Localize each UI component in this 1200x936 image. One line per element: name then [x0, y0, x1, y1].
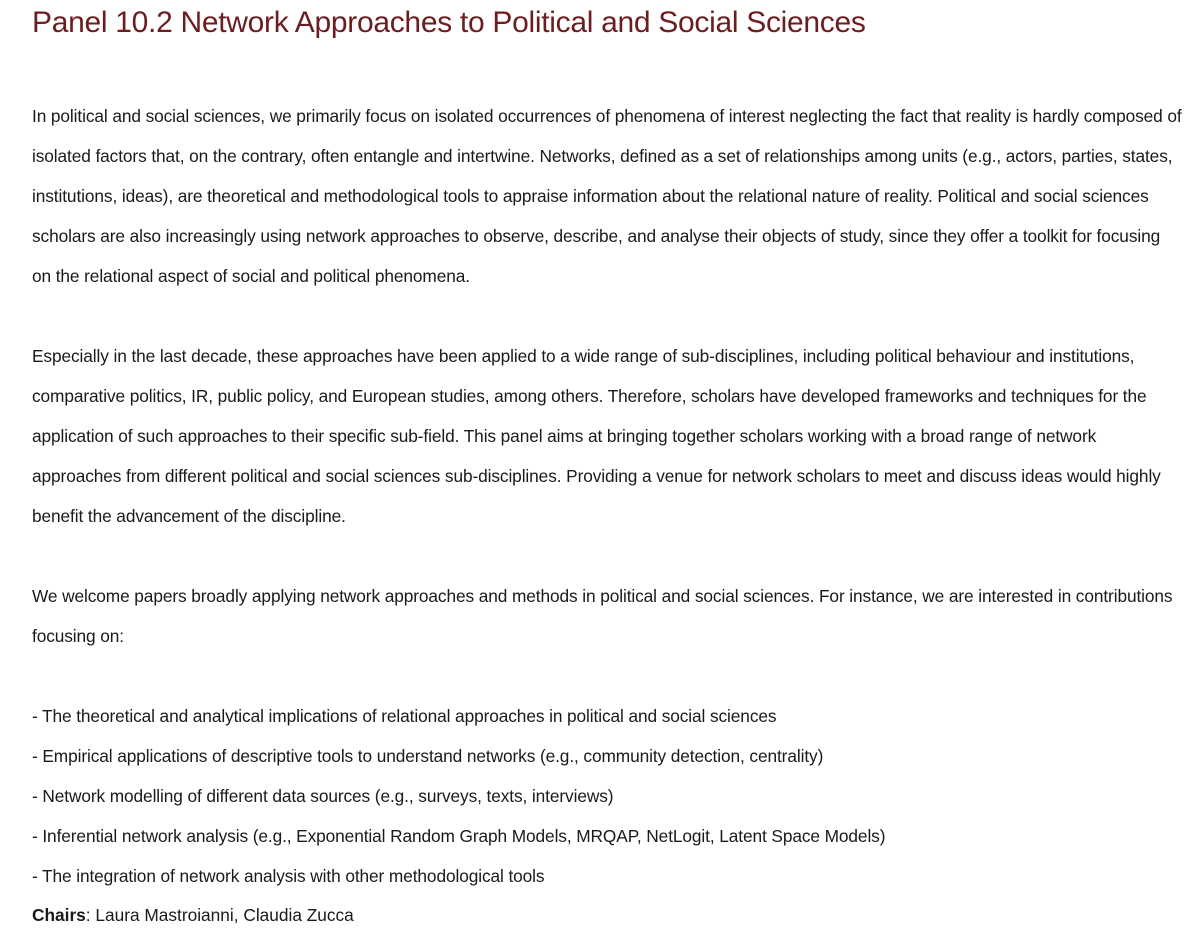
panel-description	[32, 0, 1182, 930]
chairs-names: Laura Mastroianni, Claudia Zucca	[95, 905, 354, 925]
chairs-separator: :	[85, 905, 96, 925]
list-item: - The theoretical and analytical implications of relational approaches in political and social sciences	[32, 706, 777, 726]
list-item: - The integration of network analysis with other methodological tools	[32, 866, 545, 886]
intro-paragraph: In political and social sciences, we primarily focus on isolated occurrences of phenomena of interest neglecting the fact that reality is hardly composed of isolated factors that, on the contrary, often entangle and intertwine. Networks, defined as a set of relationships among units (e.g., actors, parties, states, institutions, ideas), are theoretical and methodological tools to appraise information about the relational nature of reality. Political and social sciences scholars are also increasingly using network approaches to observe, describe, and analyse their objects of study, since they offer a toolkit for focusing on the relational aspect of social and political phenomena.	[32, 106, 1182, 286]
list-item: - Network modelling of different data sources (e.g., surveys, texts, interviews)	[32, 786, 614, 806]
list-item: - Empirical applications of descriptive tools to understand networks (e.g., community detection, centrality)	[32, 746, 824, 766]
context-paragraph: Especially in the last decade, these approaches have been applied to a wide range of sub-disciplines, including political behaviour and institutions, comparative politics, IR, public policy, and European studies, among others. Therefore, scholars have developed frameworks and techniques for the application of such approaches to their specific sub-field. This panel aims at bringing together scholars working with a broad range of network approaches from different political and social sciences sub-disciplines. Providing a venue for network scholars to meet and discuss ideas would highly benefit the advancement of the discipline.	[32, 346, 1161, 526]
call-paragraph: We welcome papers broadly applying network approaches and methods in political and social sciences. For instance, we are interested in contributions focusing on:	[32, 586, 1173, 646]
chairs-line	[32, 900, 1182, 930]
page-title: Panel 10.2 Network Approaches to Political and Social Sciences	[32, 6, 866, 39]
topics-list	[32, 696, 1182, 896]
list-item: - Inferential network analysis (e.g., Exponential Random Graph Models, MRQAP, NetLogit, Latent Space Models)	[32, 826, 886, 846]
chairs-label: Chairs	[32, 905, 86, 925]
